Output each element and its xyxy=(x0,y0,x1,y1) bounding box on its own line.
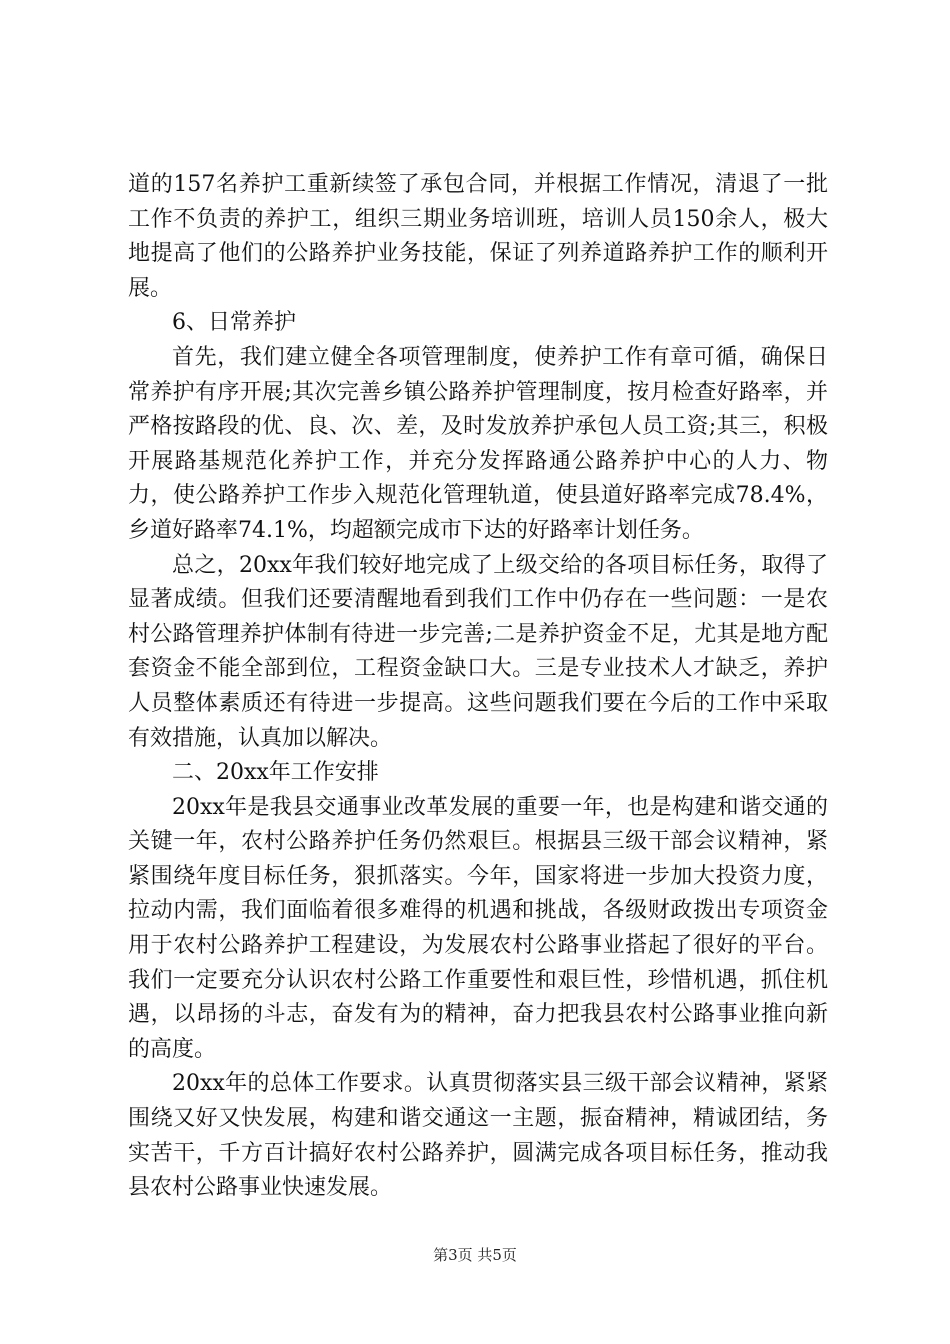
paragraph-1: 道的157名养护工重新续签了承包合同，并根据工作情况，清退了一批工作不负责的养护工，组织三期业务培训班，培训人员150余人，极大地提高了他们的公路养护业务技能，保证了列养道路养护工作的顺利开展。 xyxy=(128,172,828,301)
paragraph-7: 20xx年的总体工作要求。认真贯彻落实县三级干部会议精神，紧紧围绕又好又快发展，构建和谐交通这一主题，振奋精神，精诚团结，务实苦干，千方百计搞好农村公路养护，圆满完成各项目标任务，推动我县农村公路事业快速发展。 xyxy=(128,1071,828,1201)
document-body xyxy=(128,168,828,1206)
paragraph-4: 总之，20xx年我们较好地完成了上级交给的各项目标任务，取得了显著成绩。但我们还要清醒地看到我们工作中仍存在一些问题：一是农村公路管理养护体制有待进一步完善;二是养护资金不足，尤其是地方配套资金不能全部到位，工程资金缺口大。三是专业技术人才缺乏，养护人员整体素质还有待进一步提高。这些问题我们要在今后的工作中采取有效措施，认真加以解决。 xyxy=(128,552,828,751)
paragraph-6: 20xx年是我县交通事业改革发展的重要一年，也是构建和谐交通的关键一年，农村公路养护任务仍然艰巨。根据县三级干部会议精神，紧紧围绕年度目标任务，狠抓落实。今年，国家将进一步加大投资力度，拉动内需，我们面临着很多难得的机遇和挑战，各级财政拨出专项资金用于农村公路养护工程建设，为发展农村公路事业搭起了很好的平台。我们一定要充分认识农村公路工作重要性和艰巨性，珍惜机遇，抓住机遇，以昂扬的斗志，奋发有为的精神，奋力把我县农村公路事业推向新的高度。 xyxy=(128,794,828,1062)
section-heading-work-plan: 二、20xx年工作安排 xyxy=(172,760,379,786)
paragraph-3: 首先，我们建立健全各项管理制度，使养护工作有章可循，确保日常养护有序开展;其次完善乡镇公路养护管理制度，按月检查好路率，并严格按路段的优、良、次、差，及时发放养护承包人员工资;其三，积极开展路基规范化养护工作，并充分发挥路通公路养护中心的人力、物力，使公路养护工作步入规范化管理轨道，使县道好路率完成78.4%，乡道好路率74.1%，均超额完成市下达的好路率计划任务。 xyxy=(128,344,828,543)
page-footer xyxy=(0,1244,950,1265)
section-heading-daily-maintenance: 6、日常养护 xyxy=(172,310,296,336)
page-number: 第3页 共5页 xyxy=(433,1246,517,1264)
